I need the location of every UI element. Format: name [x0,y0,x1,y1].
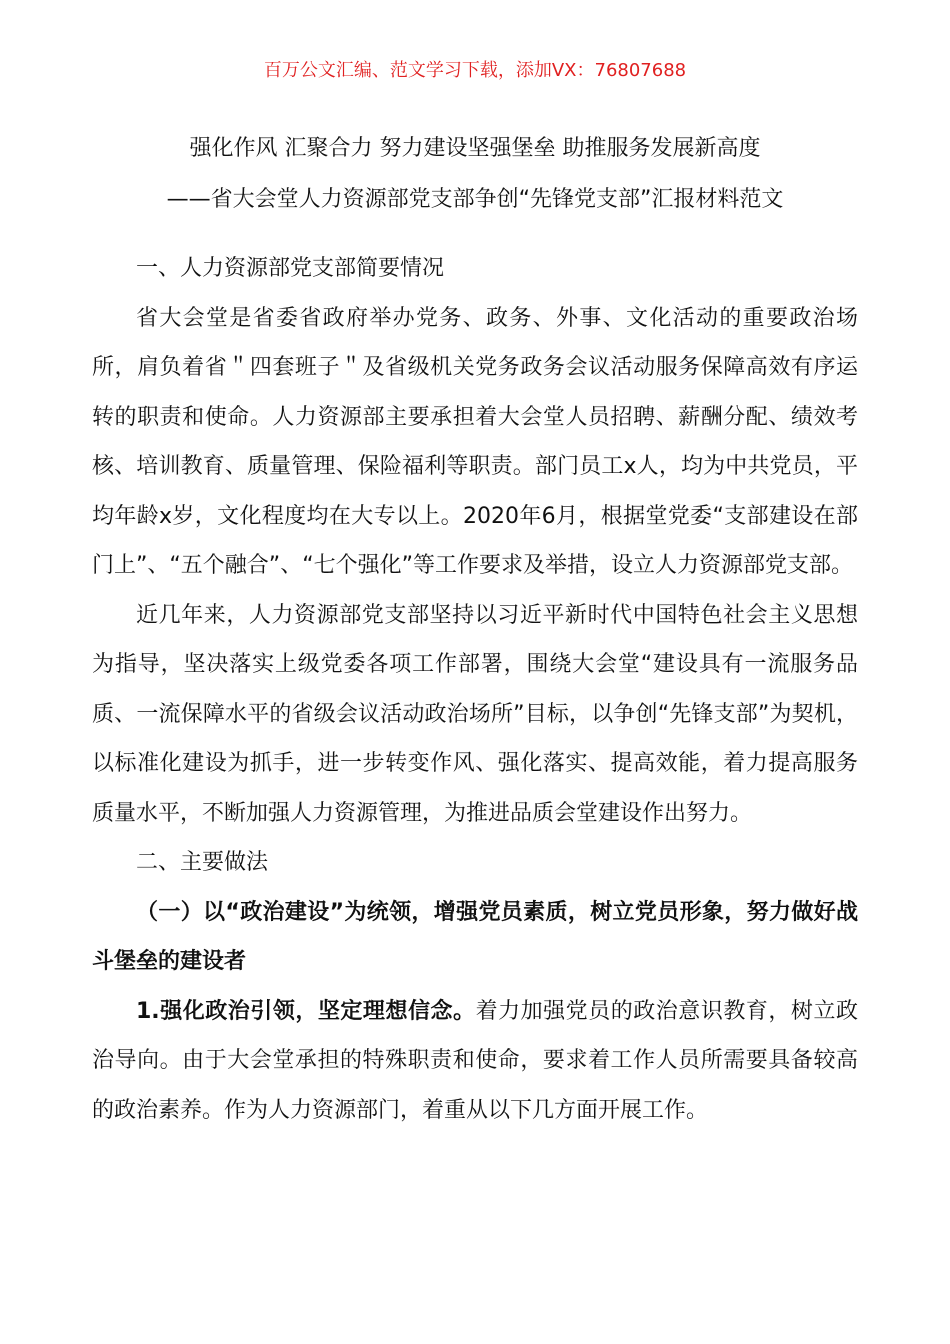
document-title: 强化作风 汇聚合力 努力建设坚强堡垒 助推服务发展新高度 [189,136,761,161]
section-2-item-1 [92,987,858,1136]
section-2-subheading-1: （一）以“政治建设”为统领，增强党员素质，树立党员形象，努力做好战斗堡垒的建设者 [92,899,858,974]
section-1-paragraph-2: 近几年来，人力资源部党支部坚持以习近平新时代中国特色社会主义思想为指导，坚决落实上级党委各项工作部署，围绕大会堂“建设具有一流服务品质、一流保障水平的省级会议活动政治场所”目标，以争创“先锋支部”为契机，以标准化建设为抓手，进一步转变作风、强化落实、提高效能，着力提高服务质量水平，不断加强人力资源管理，为推进品质会堂建设作出努力。 [92,602,858,826]
document-subtitle: ——省大会堂人力资源部党支部争创“先锋党支部”汇报材料范文 [166,187,784,212]
section-2-item-1-lead: 1.强化政治引领，坚定理想信念。 [136,998,476,1024]
document-body [92,244,858,1135]
watermark-text: 百万公文汇编、范文学习下载，添加VX：76807688 [263,60,687,81]
section-1-heading: 一、人力资源部党支部简要情况 [136,256,445,281]
section-1-paragraph-1: 省大会堂是省委省政府举办党务、政务、外事、文化活动的重要政治场所，肩负着省＂四套班子＂及省级机关党务政务会议活动服务保障高效有序运转的职责和使命。人力资源部主要承担着大会堂人员招聘、薪酬分配、绩效考核、培训教育、质量管理、保险福利等职责。部门员工x人，均为中共党员，平均年龄x岁，文化程度均在大专以上。2020年6月，根据堂党委“支部建设在部门上”、“五个融合”、“七个强化”等工作要求及举措，设立人力资源部党支部。 [92,305,858,578]
section-2-heading: 二、主要做法 [136,850,269,875]
section-2-item-1-text: 着力加强党员的政治意识教育，树立政治导向。由于大会堂承担的特殊职责和使命，要求着工作人员所需要具备较高的政治素养。作为人力资源部门，着重从以下几方面开展工作。 [92,998,858,1123]
